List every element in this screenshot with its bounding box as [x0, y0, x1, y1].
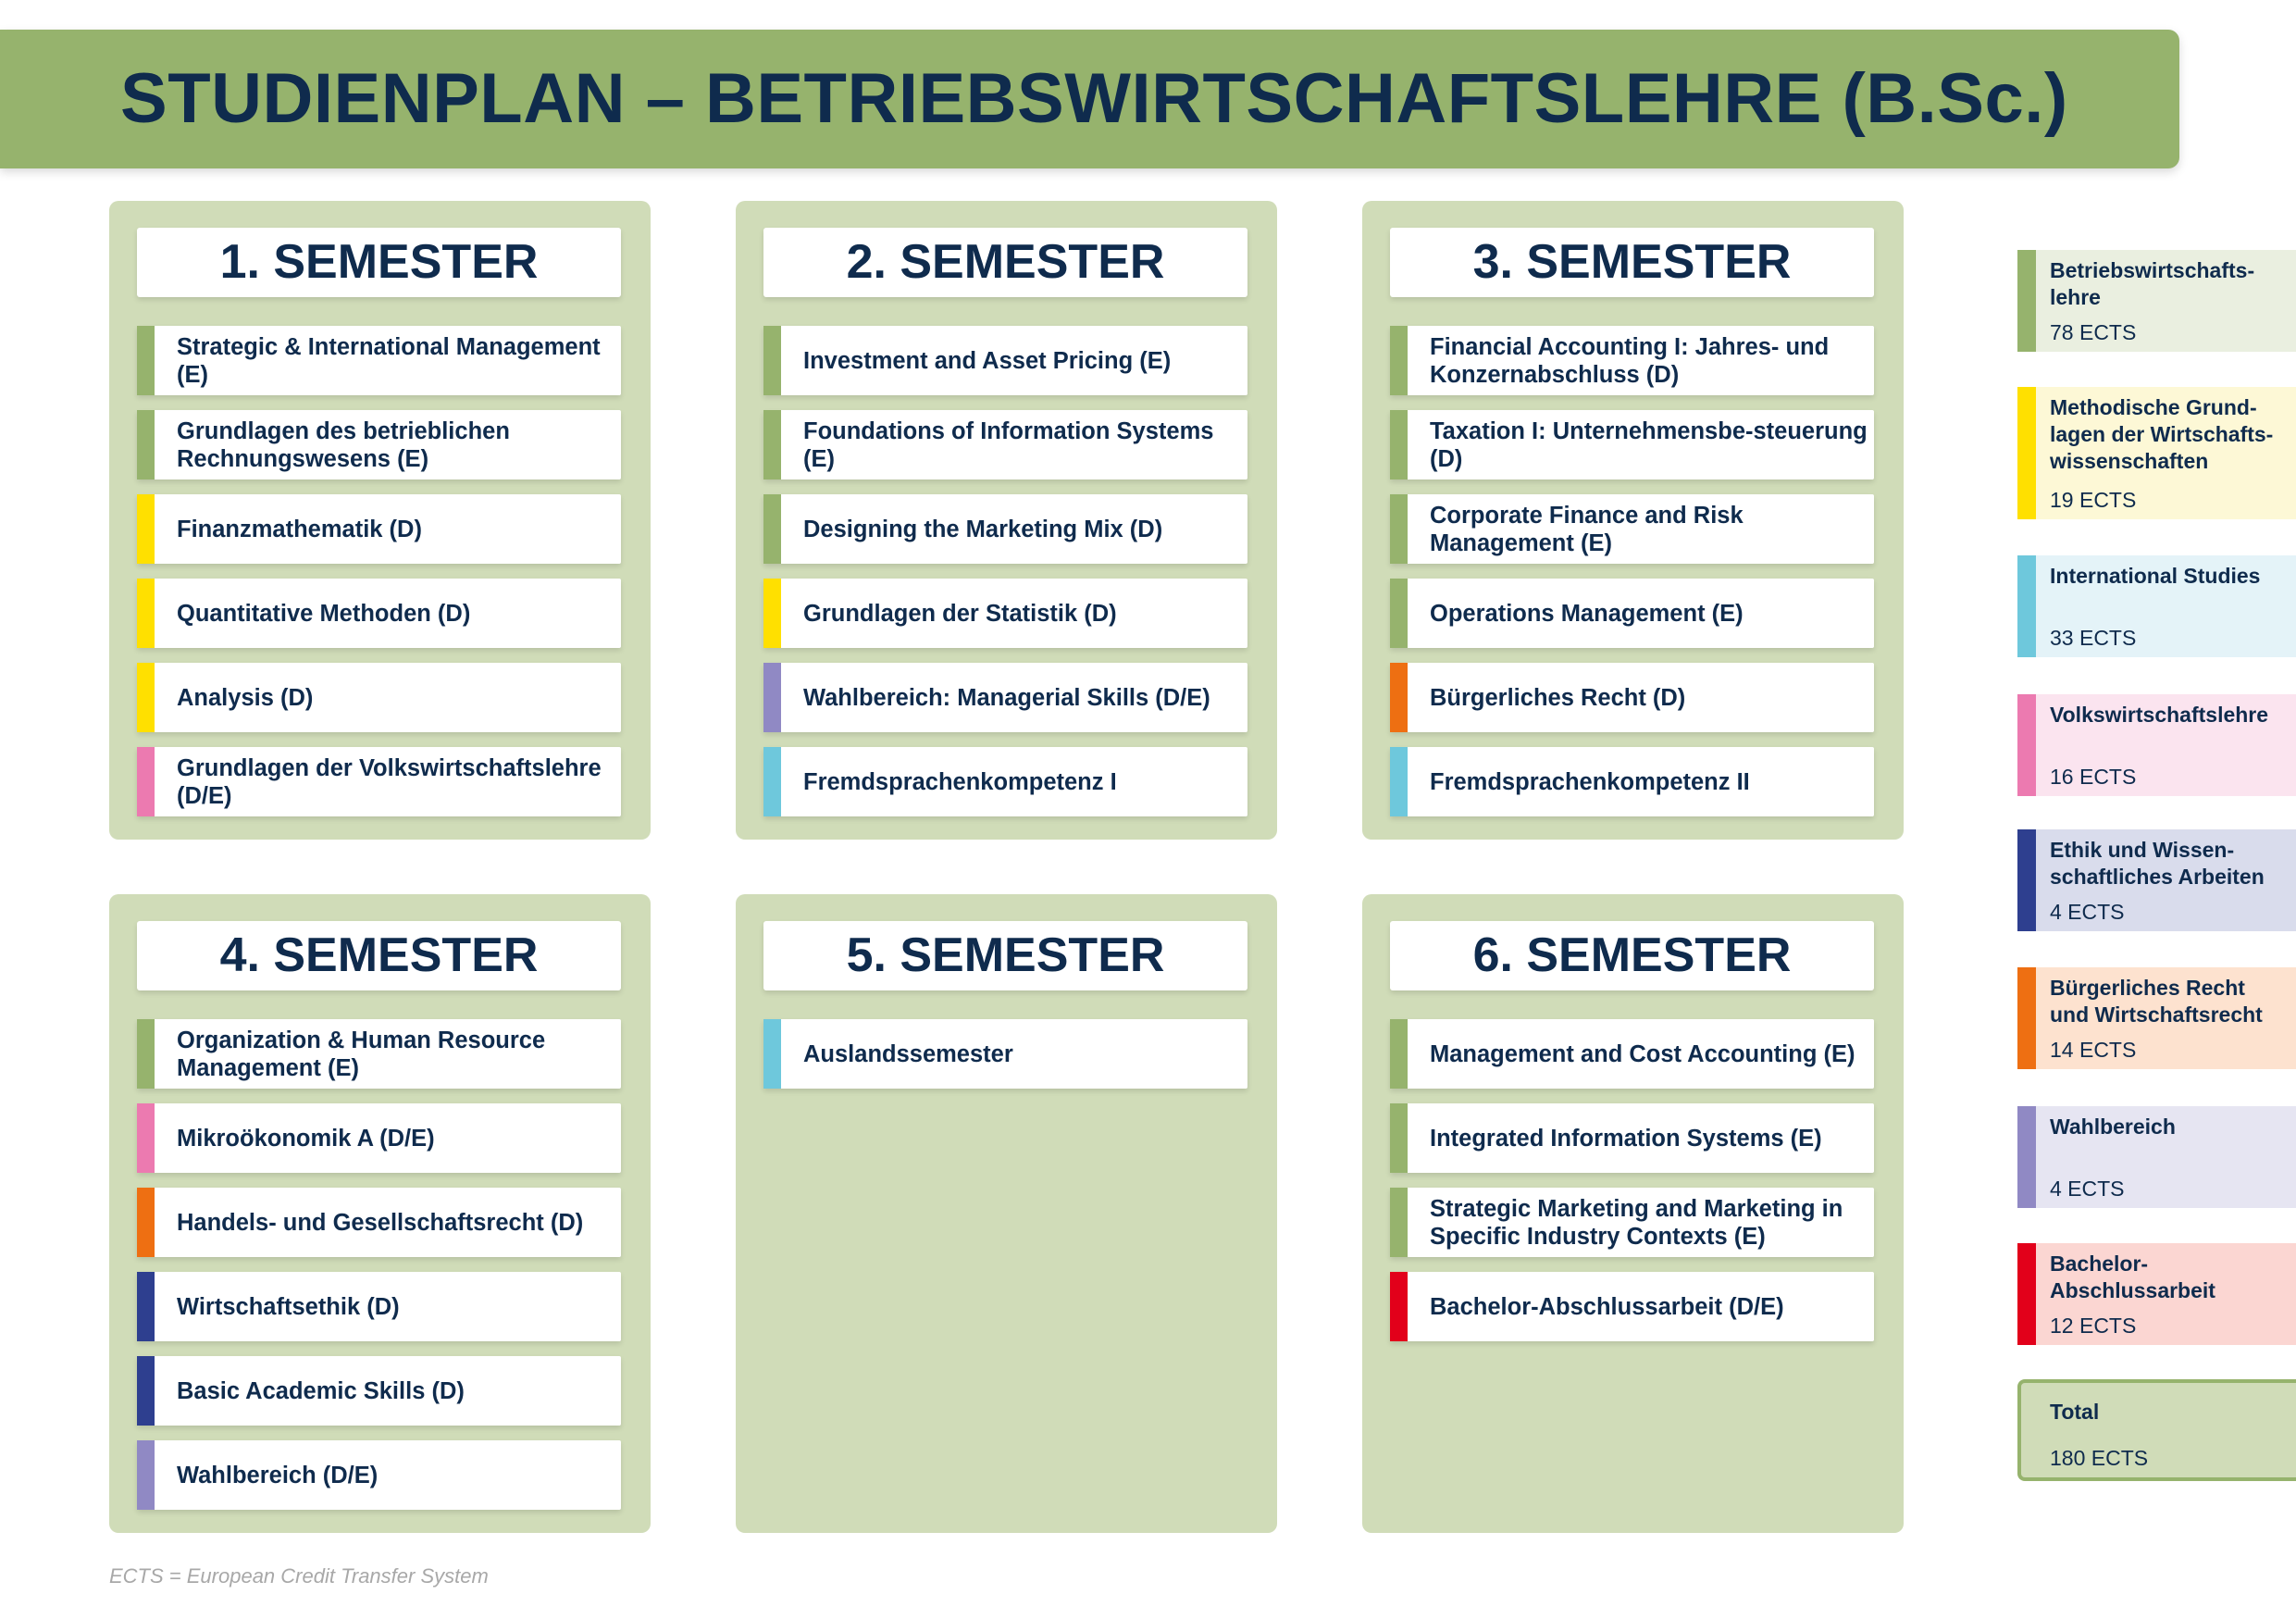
- course-label: Designing the Marketing Mix (D): [803, 516, 1163, 542]
- semester-panel-6: [1362, 894, 1904, 1533]
- course-label: Grundlagen der Volkswirtschaftslehre (D/E): [177, 754, 602, 809]
- course-label: Wirtschaftsethik (D): [177, 1293, 400, 1320]
- legend-item: [2017, 1243, 2296, 1345]
- course-category-bar: [1390, 747, 1408, 816]
- course-category-bar: [1390, 1272, 1408, 1341]
- legend-color-bar: [2017, 694, 2036, 796]
- course-label: Auslandssemester: [803, 1040, 1013, 1067]
- course-item: [1390, 1272, 1874, 1341]
- course-label: Grundlagen der Statistik (D): [803, 600, 1117, 627]
- legend-category-name: Wahlbereich: [2050, 1115, 2176, 1139]
- semester-title: 3. SEMESTER: [1390, 228, 1874, 297]
- course-label: Corporate Finance and Risk Management (E): [1430, 502, 1744, 556]
- course-category-bar: [1390, 663, 1408, 732]
- legend-color-bar: [2017, 250, 2036, 352]
- legend-color-bar: [2017, 387, 2036, 519]
- legend-category-name: Volkswirtschaftslehre: [2050, 703, 2269, 727]
- course-label: Mikroökonomik A (D/E): [177, 1125, 435, 1152]
- course-category-bar: [137, 1356, 155, 1426]
- course-category-bar: [137, 579, 155, 648]
- title-banner: [0, 30, 2179, 168]
- course-category-bar: [763, 663, 781, 732]
- course-label: Strategic & International Management (E): [177, 333, 601, 388]
- legend-category-name: Bürgerliches Recht und Wirtschaftsrecht: [2050, 976, 2263, 1027]
- course-label: Investment and Asset Pricing (E): [803, 347, 1172, 374]
- course-label: Bürgerliches Recht (D): [1430, 684, 1686, 711]
- course-label: Fremdsprachenkompetenz II: [1430, 768, 1750, 795]
- legend-item: [2017, 1106, 2296, 1208]
- course-label: Integrated Information Systems (E): [1430, 1125, 1822, 1152]
- course-item: [1390, 747, 1874, 816]
- legend-ects: 4 ECTS: [2050, 900, 2125, 924]
- legend-ects: 33 ECTS: [2050, 626, 2137, 650]
- semester-title: 1. SEMESTER: [137, 228, 621, 297]
- course-label: Wahlbereich: Managerial Skills (D/E): [803, 684, 1210, 711]
- course-item: [137, 326, 621, 395]
- course-label: Organization & Human Resource Management (E): [177, 1027, 546, 1081]
- course-item: [763, 410, 1247, 479]
- legend-ects: 19 ECTS: [2050, 488, 2137, 512]
- legend-color-bar: [2017, 1106, 2036, 1208]
- total-label: Total: [2050, 1400, 2100, 1424]
- legend-color-bar: [2017, 1243, 2036, 1345]
- legend-color-bar: [2017, 555, 2036, 657]
- legend-category-name: Betriebswirtschafts- lehre: [2050, 258, 2255, 309]
- course-label: Fremdsprachenkompetenz I: [803, 768, 1117, 795]
- course-item: [1390, 579, 1874, 648]
- course-item: [137, 1188, 621, 1257]
- course-category-bar: [1390, 1019, 1408, 1089]
- page-title: STUDIENPLAN – BETRIEBSWIRTSCHAFTSLEHRE (B.Sc.): [120, 59, 2068, 138]
- course-label: Operations Management (E): [1430, 600, 1744, 627]
- legend-category-name: International Studies: [2050, 564, 2261, 588]
- total-ects: 180 ECTS: [2050, 1446, 2149, 1470]
- course-item: [763, 663, 1247, 732]
- course-item: [763, 1019, 1247, 1089]
- course-label: Quantitative Methoden (D): [177, 600, 471, 627]
- course-category-bar: [137, 1019, 155, 1089]
- course-category-bar: [137, 326, 155, 395]
- course-category-bar: [1390, 494, 1408, 564]
- semester-panel-2: [736, 201, 1277, 840]
- course-item: [137, 494, 621, 564]
- course-item: [763, 747, 1247, 816]
- semester-panel-5: [736, 894, 1277, 1533]
- course-item: [1390, 663, 1874, 732]
- semester-title: 5. SEMESTER: [763, 921, 1247, 990]
- course-category-bar: [137, 663, 155, 732]
- course-category-bar: [1390, 410, 1408, 479]
- course-item: [1390, 1103, 1874, 1173]
- legend-ects: 12 ECTS: [2050, 1314, 2137, 1338]
- course-item: [137, 1103, 621, 1173]
- course-category-bar: [137, 1103, 155, 1173]
- legend-ects: 14 ECTS: [2050, 1038, 2137, 1062]
- total-box: [2017, 1379, 2296, 1481]
- course-category-bar: [137, 494, 155, 564]
- legend-color-bar: [2017, 829, 2036, 931]
- course-category-bar: [763, 1019, 781, 1089]
- semester-panel-3: [1362, 201, 1904, 840]
- course-category-bar: [137, 410, 155, 479]
- course-item: [1390, 410, 1874, 479]
- course-item: [763, 326, 1247, 395]
- course-item: [137, 1356, 621, 1426]
- legend-item: [2017, 555, 2296, 657]
- course-item: [137, 1440, 621, 1510]
- semester-title: 4. SEMESTER: [137, 921, 621, 990]
- course-category-bar: [763, 326, 781, 395]
- course-category-bar: [1390, 1103, 1408, 1173]
- course-label: Handels- und Gesellschaftsrecht (D): [177, 1209, 584, 1236]
- semester-panel-4: [109, 894, 651, 1533]
- course-label: Taxation I: Unternehmensbe-steuerung (D): [1430, 417, 1868, 472]
- footnote: ECTS = European Credit Transfer System: [109, 1564, 489, 1588]
- course-item: [1390, 1188, 1874, 1257]
- course-label: Wahlbereich (D/E): [177, 1462, 379, 1488]
- course-item: [137, 1272, 621, 1341]
- legend-category-name: Ethik und Wissen- schaftliches Arbeiten: [2050, 838, 2265, 889]
- course-category-bar: [763, 494, 781, 564]
- legend-ects: 78 ECTS: [2050, 320, 2137, 344]
- course-item: [137, 579, 621, 648]
- legend-item: [2017, 250, 2296, 352]
- course-label: Financial Accounting I: Jahres- und Konzernabschluss (D): [1430, 333, 1830, 388]
- course-label: Grundlagen des betrieblichen Rechnungswesens (E): [177, 417, 510, 472]
- course-category-bar: [763, 579, 781, 648]
- course-item: [137, 663, 621, 732]
- course-category-bar: [1390, 579, 1408, 648]
- legend-category-name: Bachelor- Abschlussarbeit: [2050, 1252, 2215, 1302]
- course-label: Finanzmathematik (D): [177, 516, 422, 542]
- legend-ects: 16 ECTS: [2050, 765, 2137, 789]
- course-category-bar: [1390, 326, 1408, 395]
- course-item: [763, 494, 1247, 564]
- course-item: [137, 747, 621, 816]
- course-category-bar: [1390, 1188, 1408, 1257]
- course-item: [1390, 326, 1874, 395]
- course-item: [763, 579, 1247, 648]
- legend-ects: 4 ECTS: [2050, 1177, 2125, 1201]
- course-category-bar: [137, 747, 155, 816]
- legend-item: [2017, 829, 2296, 931]
- semester-title: 2. SEMESTER: [763, 228, 1247, 297]
- course-category-bar: [763, 747, 781, 816]
- course-item: [1390, 494, 1874, 564]
- legend-item: [2017, 694, 2296, 796]
- course-label: Strategic Marketing and Marketing in Specific Industry Contexts (E): [1430, 1195, 1843, 1250]
- course-label: Basic Academic Skills (D): [177, 1377, 465, 1404]
- course-label: Bachelor-Abschlussarbeit (D/E): [1430, 1293, 1784, 1320]
- course-item: [1390, 1019, 1874, 1089]
- legend-item: [2017, 387, 2296, 519]
- course-category-bar: [137, 1272, 155, 1341]
- course-category-bar: [137, 1440, 155, 1510]
- course-item: [137, 410, 621, 479]
- legend-color-bar: [2017, 967, 2036, 1069]
- semester-title: 6. SEMESTER: [1390, 921, 1874, 990]
- legend-item: [2017, 967, 2296, 1069]
- course-label: Management and Cost Accounting (E): [1430, 1040, 1855, 1067]
- semester-panel-1: [109, 201, 651, 840]
- course-label: Analysis (D): [177, 684, 314, 711]
- course-label: Foundations of Information Systems (E): [803, 417, 1214, 472]
- legend-category-name: Methodische Grund- lagen der Wirtschafts- wissenschaften: [2050, 395, 2274, 473]
- course-category-bar: [763, 410, 781, 479]
- course-item: [137, 1019, 621, 1089]
- course-category-bar: [137, 1188, 155, 1257]
